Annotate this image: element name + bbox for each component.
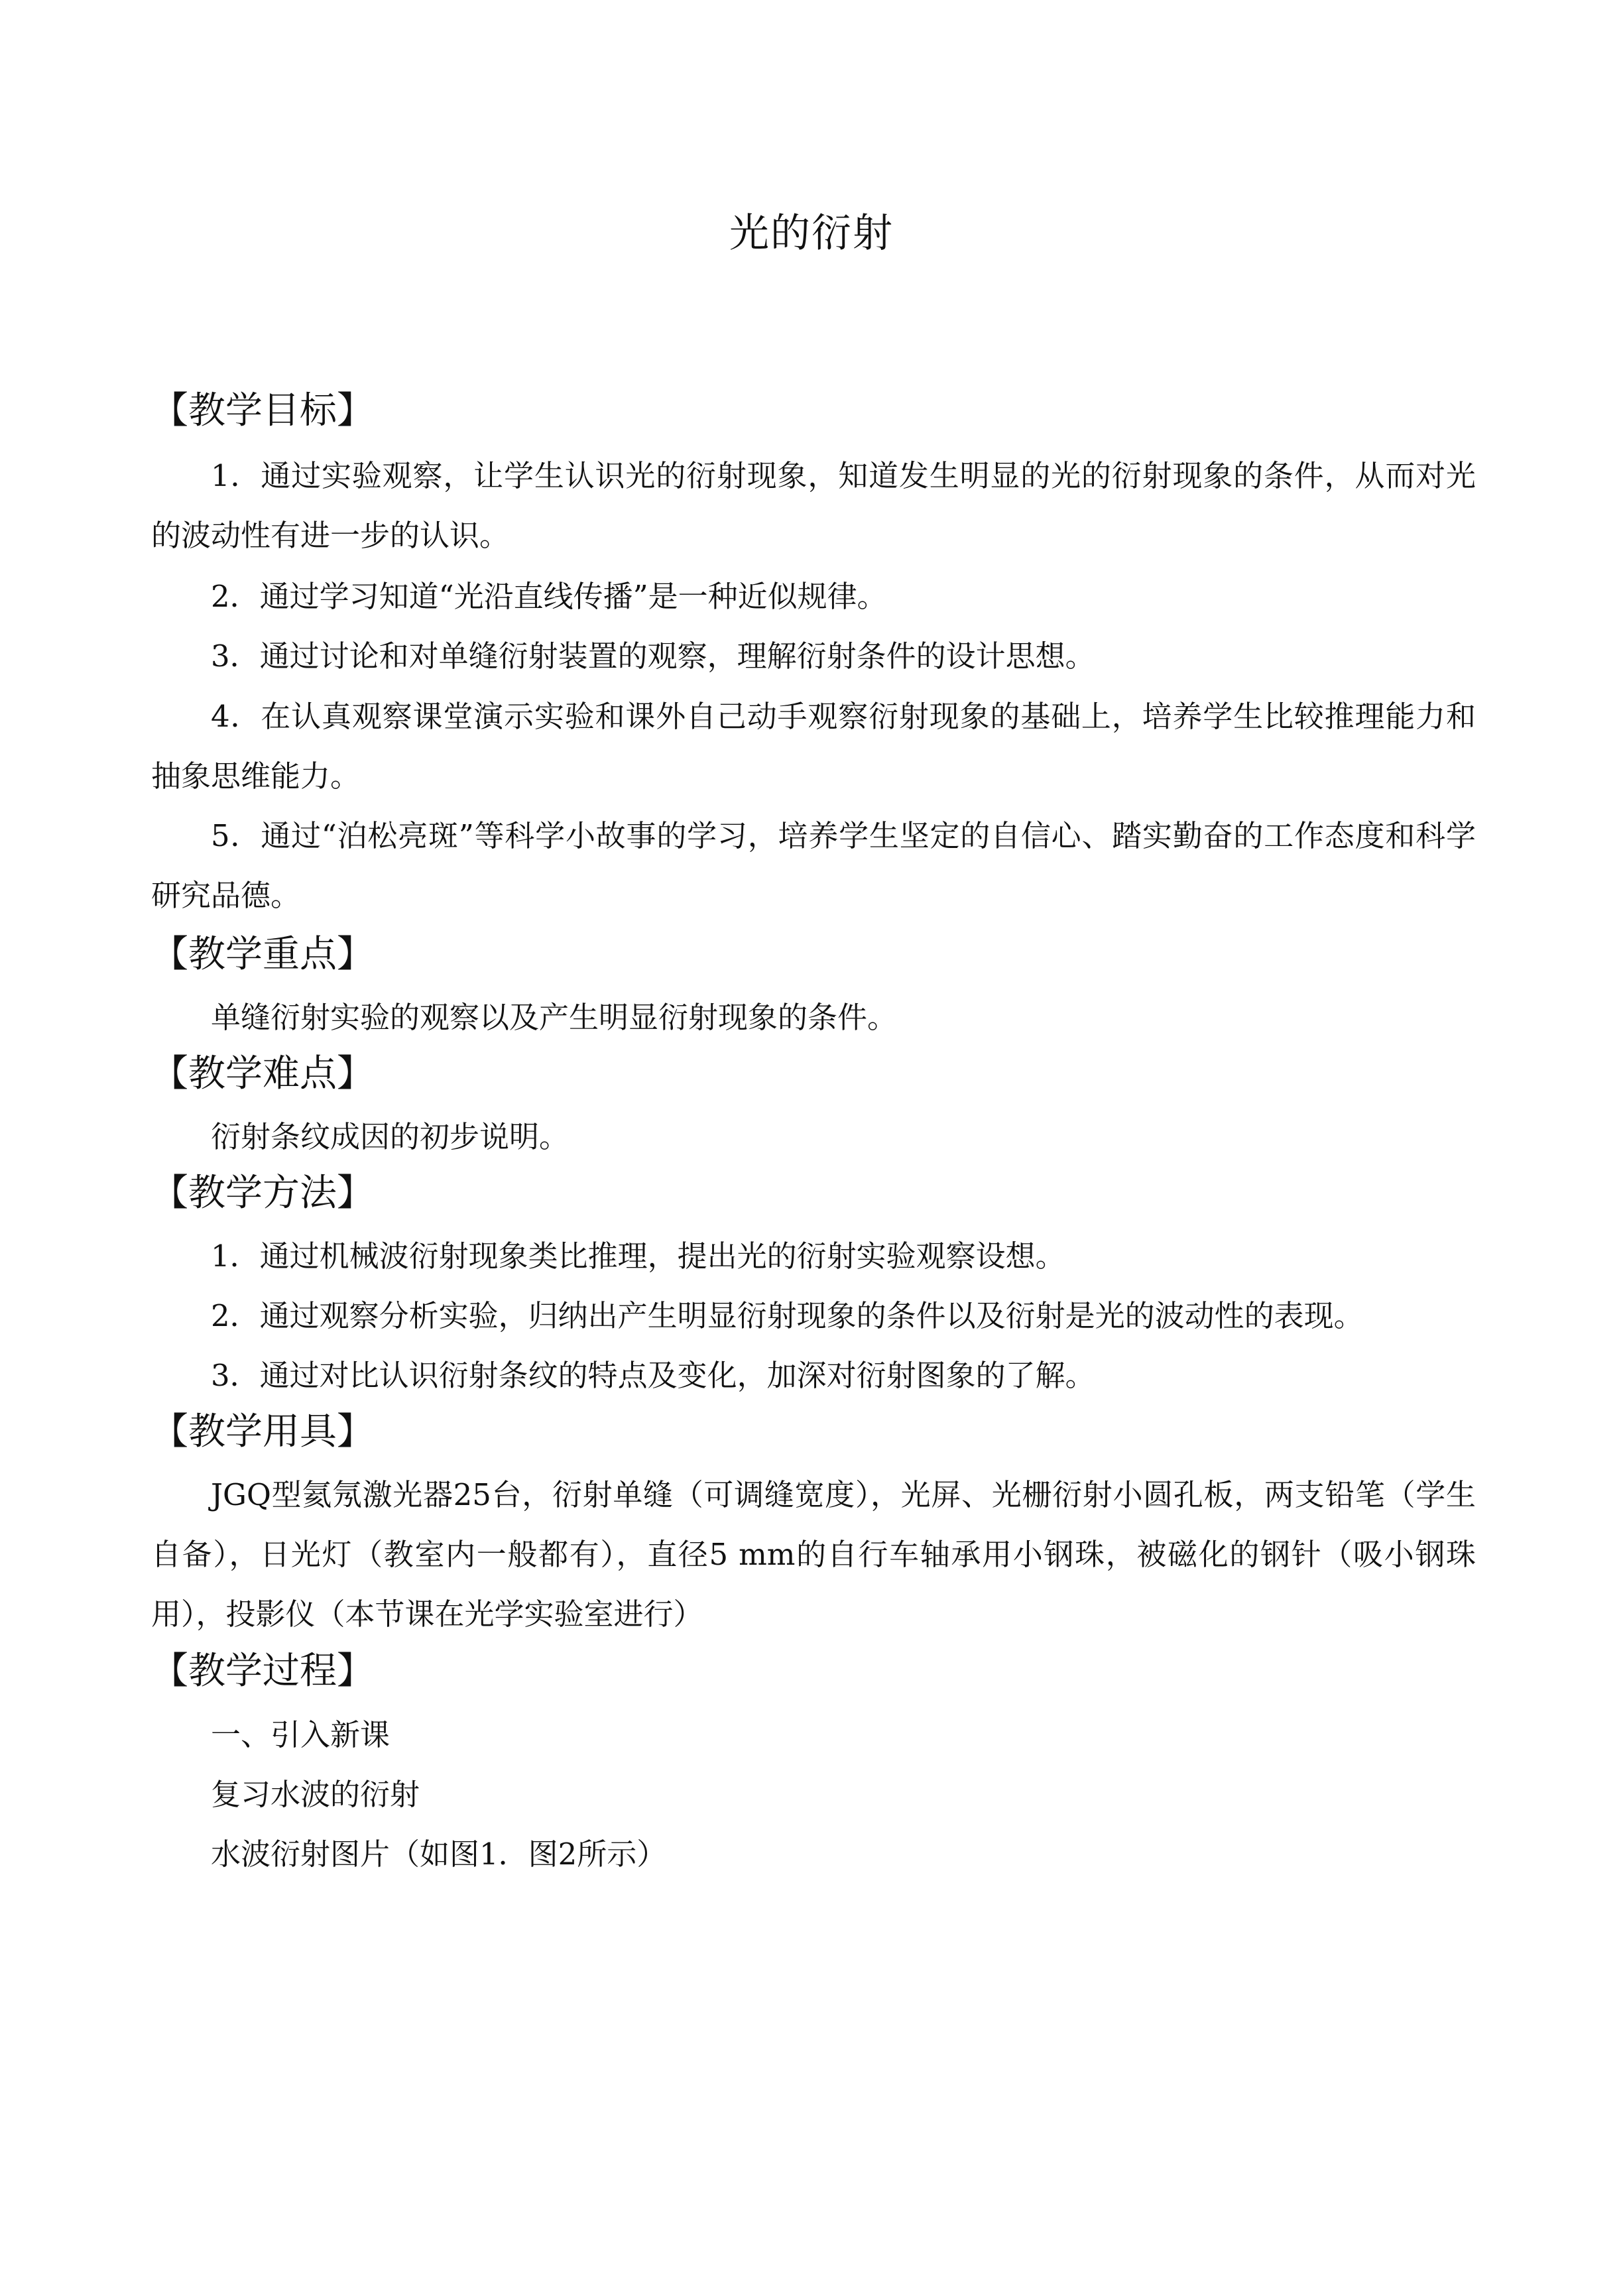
section-heading-methods: 【教学方法】 <box>151 1172 374 1215</box>
section-heading-difficulties: 【教学难点】 <box>151 1052 374 1095</box>
method-item: 3．通过对比认识衍射条纹的特点及变化，加深对衍射图象的了解。 <box>211 1358 1095 1393</box>
objective-item: 4．在认真观察课堂演示实验和课外自己动手观察衍射现象的基础上，培养学生比较推理能力和抽象思维能力。 <box>151 699 1476 794</box>
objective-item: 2．通过学习知道“光沿直线传播”是一种近似规律。 <box>211 579 887 614</box>
tools-text: JGQ型氦氖激光器25台，衍射单缝（可调缝宽度），光屏、光栅衍射小圆孔板，两支铅笔（学生自备），日光灯（教室内一般都有），直径5 mm的自行车轴承用小钢珠，被磁化的钢针（吸小钢珠用），投影仪（本节课在光学实验室进行） <box>151 1477 1476 1632</box>
method-item: 1．通过机械波衍射现象类比推理，提出光的衍射实验观察设想。 <box>211 1239 1065 1274</box>
objective-item: 1．通过实验观察，让学生认识光的衍射现象，知道发生明显的光的衍射现象的条件，从而对光的波动性有进一步的认识。 <box>151 458 1476 553</box>
process-item: 水波衍射图片（如图1．图2所示） <box>211 1837 667 1872</box>
process-item: 一、引入新课 <box>211 1717 391 1752</box>
section-heading-tools: 【教学用具】 <box>151 1410 374 1453</box>
section-heading-objectives: 【教学目标】 <box>151 389 374 432</box>
method-item: 2．通过观察分析实验，归纳出产生明显衍射现象的条件以及衍射是光的波动性的表现。 <box>211 1298 1364 1333</box>
process-item: 复习水波的衍射 <box>211 1777 420 1812</box>
objective-item: 3．通过讨论和对单缝衍射装置的观察，理解衍射条件的设计思想。 <box>211 638 1095 674</box>
document-title: 光的衍射 <box>729 210 894 257</box>
key-points-text: 单缝衍射实验的观察以及产生明显衍射现象的条件。 <box>211 1000 898 1035</box>
section-heading-key-points: 【教学重点】 <box>151 933 374 976</box>
section-heading-process: 【教学过程】 <box>151 1650 374 1693</box>
objective-item: 5．通过“泊松亮斑”等科学小故事的学习，培养学生坚定的自信心、踏实勤奋的工作态度和科学研究品德。 <box>151 818 1476 913</box>
difficulties-text: 衍射条纹成因的初步说明。 <box>211 1119 570 1154</box>
